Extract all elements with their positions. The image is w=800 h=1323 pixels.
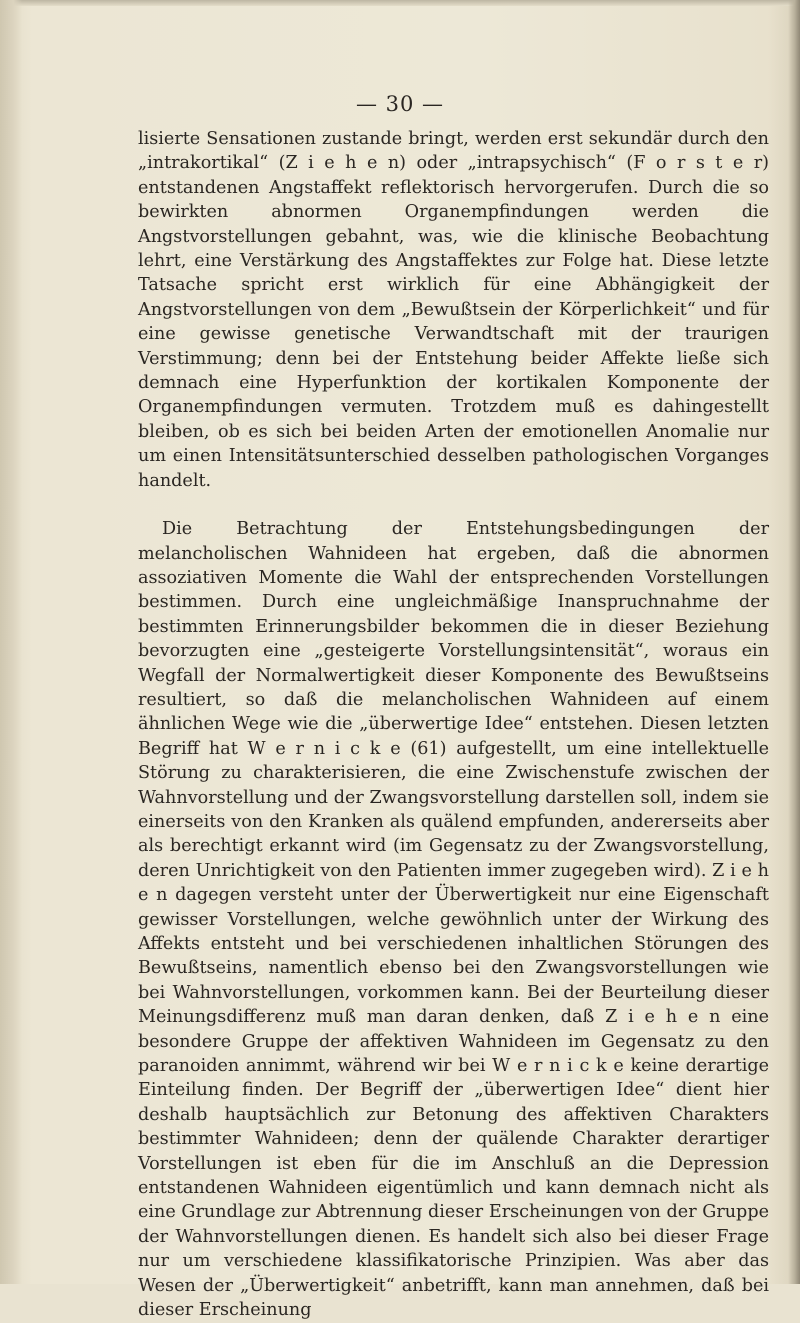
page-binding-gutter <box>0 0 22 1284</box>
page-top-edge <box>0 0 800 6</box>
paragraph-2: Die Betrachtung der Entstehungsbedingungen der melancholischen Wahnideen hat ergeben, daß die abnormen assoziativen Momente die Wahl der entsprechenden Vorstellungen bestimmen. Durch eine ungleichmäßige Inanspruchnahme der bestimmten Erinnerungsbilder bekommen die in dieser Beziehung bevorzugten eine „gesteigerte Vorstellungsintensität“, woraus ein Wegfall der Normalwertigkeit dieser Komponente des Bewußtseins resultiert, so daß die melancholischen Wahnideen auf einem ähnlichen Wege wie die „überwertige Idee“ entstehen. Diesen letzten Begriff hat W e r n i c k e (61) aufgestellt, um eine intellektuelle Störung zu charakterisieren, die eine Zwischenstufe zwischen der Wahnvorstellung und der Zwangsvorstellung darstellen soll, indem sie einerseits von den Kranken als quälend empfunden, andererseits aber als berechtigt erkannt wird (im Gegensatz zu der Zwangsvorstellung, deren Unrichtigkeit von den Patienten immer zugegeben wird). Z i e h e n dagegen versteht unter der Überwertigkeit nur eine Eigenschaft gewisser Vorstellungen, welche gewöhnlich unter der Wirkung des Affekts entsteht und bei verschiedenen inhaltlichen Störungen des Bewußtseins, namentlich ebenso bei den Zwangsvorstellungen wie bei Wahnvorstellungen, vorkommen kann. Bei der Beurteilung dieser Meinungsdifferenz muß man daran denken, daß Z i e h e n eine besondere Gruppe der affektiven Wahnideen im Gegensatz zu den paranoiden annimmt, während wir bei W e r n i c k e keine derartige Einteilung finden. Der Begriff der „überwertigen Idee“ dient hier deshalb hauptsächlich zur Betonung des affektiven Charakters bestimmter Wahnideen; denn der quälende Charakter derartiger Vorstellungen ist eben für die im Anschluß an die Depression entstandenen Wahnideen eigentümlich und kann demnach nicht als eine Grundlage zur Abtrennung dieser Erscheinungen von der Gruppe der Wahnvorstellungen dienen. Es handelt sich also bei dieser Frage nur um verschiedene klassifikatorische Prinzipien. Was aber das Wesen der „Überwertigkeit“ anbetrifft, kann man annehmen, daß bei dieser Erscheinung <box>138 519 769 1321</box>
page-number: — 30 — <box>355 92 445 116</box>
page-right-edge <box>788 0 800 1284</box>
page-body-text <box>138 127 769 1323</box>
paragraph-1: lisierte Sensationen zustande bringt, werden erst sekundär durch den „intrakortikal“ (Z i e h e n) oder „intrapsychisch“ (F o r s t e r) entstandenen Angstaffekt reflektorisch hervorgerufen. Durch die so bewirkten abnormen Organempfindungen werden die Angstvorstellungen gebahnt, was, wie die klinische Beobachtung lehrt, eine Verstärkung des Angstaffektes zur Folge hat. Diese letzte Tatsache spricht erst wirklich für eine Abhängigkeit der Angstvorstellungen von dem „Bewußtsein der Körperlichkeit“ und für eine gewisse genetische Verwandtschaft mit der traurigen Verstimmung; denn bei der Entstehung beider Affekte ließe sich demnach eine Hyperfunktion der kortikalen Komponente der Organempfindungen vermuten. Trotzdem muß es dahingestellt bleiben, ob es sich bei beiden Arten der emotionellen Anomalie nur um einen Intensitätsunterschied desselben pathologischen Vorganges handelt. <box>138 129 769 491</box>
